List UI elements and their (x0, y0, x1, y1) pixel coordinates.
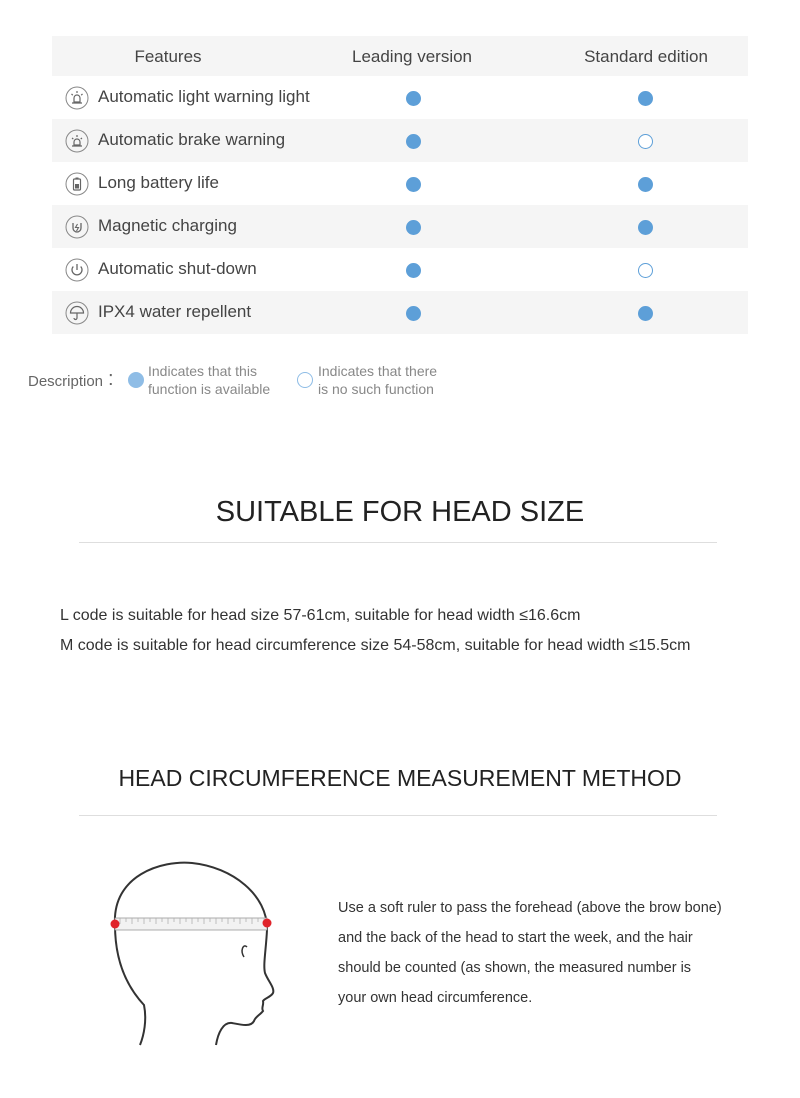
table-row (52, 205, 748, 248)
instruction-line: your own head circumference. (338, 990, 533, 1006)
available-dot (406, 220, 421, 235)
l-code-size-text: L code is suitable for head size 57-61cm, suitable for head width ≤16.6cm (60, 607, 581, 624)
available-dot (638, 91, 653, 106)
head-size-title: SUITABLE FOR HEAD SIZE (215, 496, 585, 528)
feature-label: Automatic light warning light (98, 86, 310, 106)
feature-label: Automatic shut-down (98, 258, 257, 278)
legend-available-line: function is available (148, 381, 271, 397)
umbrella-icon (65, 301, 89, 325)
legend-available-line: Indicates that this (148, 363, 257, 379)
legend-colon: : (108, 368, 114, 390)
battery-icon (65, 172, 89, 196)
head-measurement-illustration (82, 855, 292, 1055)
table-row (52, 76, 748, 119)
table-row (52, 119, 748, 162)
available-dot (406, 306, 421, 321)
header-features: Features (134, 47, 202, 66)
header-standard-edition: Standard edition (584, 47, 708, 66)
start-marker (111, 920, 120, 929)
feature-comparison-table (52, 36, 748, 334)
legend-label: Description (28, 373, 104, 390)
divider (79, 815, 717, 816)
divider (79, 542, 717, 543)
unavailable-dot (638, 134, 653, 149)
table-row (52, 162, 748, 205)
instruction-line: and the back of the head to start the week, and the hair (338, 930, 693, 946)
feature-label: Long battery life (98, 172, 219, 192)
instruction-line: should be counted (as shown, the measured number is (338, 960, 692, 976)
unavailable-dot (638, 263, 653, 278)
end-marker (263, 919, 272, 928)
power-icon (65, 258, 89, 282)
measurement-title: HEAD CIRCUMFERENCE MEASUREMENT METHOD (118, 765, 682, 791)
available-dot (406, 91, 421, 106)
table-row (52, 248, 748, 291)
legend-available-dot (128, 372, 144, 388)
legend (28, 362, 488, 402)
table-header-row (52, 36, 748, 76)
instruction-line: Use a soft ruler to pass the forehead (above the brow bone) (338, 900, 722, 916)
legend-unavailable-line: is no such function (318, 381, 434, 397)
available-dot (406, 263, 421, 278)
measurement-instructions (338, 893, 778, 1013)
feature-label: Automatic brake warning (98, 129, 286, 149)
header-leading-version: Leading version (351, 47, 473, 66)
available-dot (638, 306, 653, 321)
magnetic-charging-icon (65, 215, 89, 239)
m-code-size-text: M code is suitable for head circumference size 54-58cm, suitable for head width ≤15.5cm (60, 637, 691, 654)
available-dot (638, 177, 653, 192)
brake-warning-icon (65, 129, 89, 153)
feature-label: Magnetic charging (98, 215, 237, 235)
table-row (52, 291, 748, 334)
feature-label: IPX4 water repellent (98, 301, 252, 321)
available-dot (638, 220, 653, 235)
legend-available-text (148, 362, 298, 398)
legend-unavailable-line: Indicates that there (318, 363, 438, 379)
warning-light-icon (65, 86, 89, 110)
legend-unavailable-text (318, 362, 468, 398)
available-dot (406, 177, 421, 192)
available-dot (406, 134, 421, 149)
legend-unavailable-dot (297, 372, 313, 388)
